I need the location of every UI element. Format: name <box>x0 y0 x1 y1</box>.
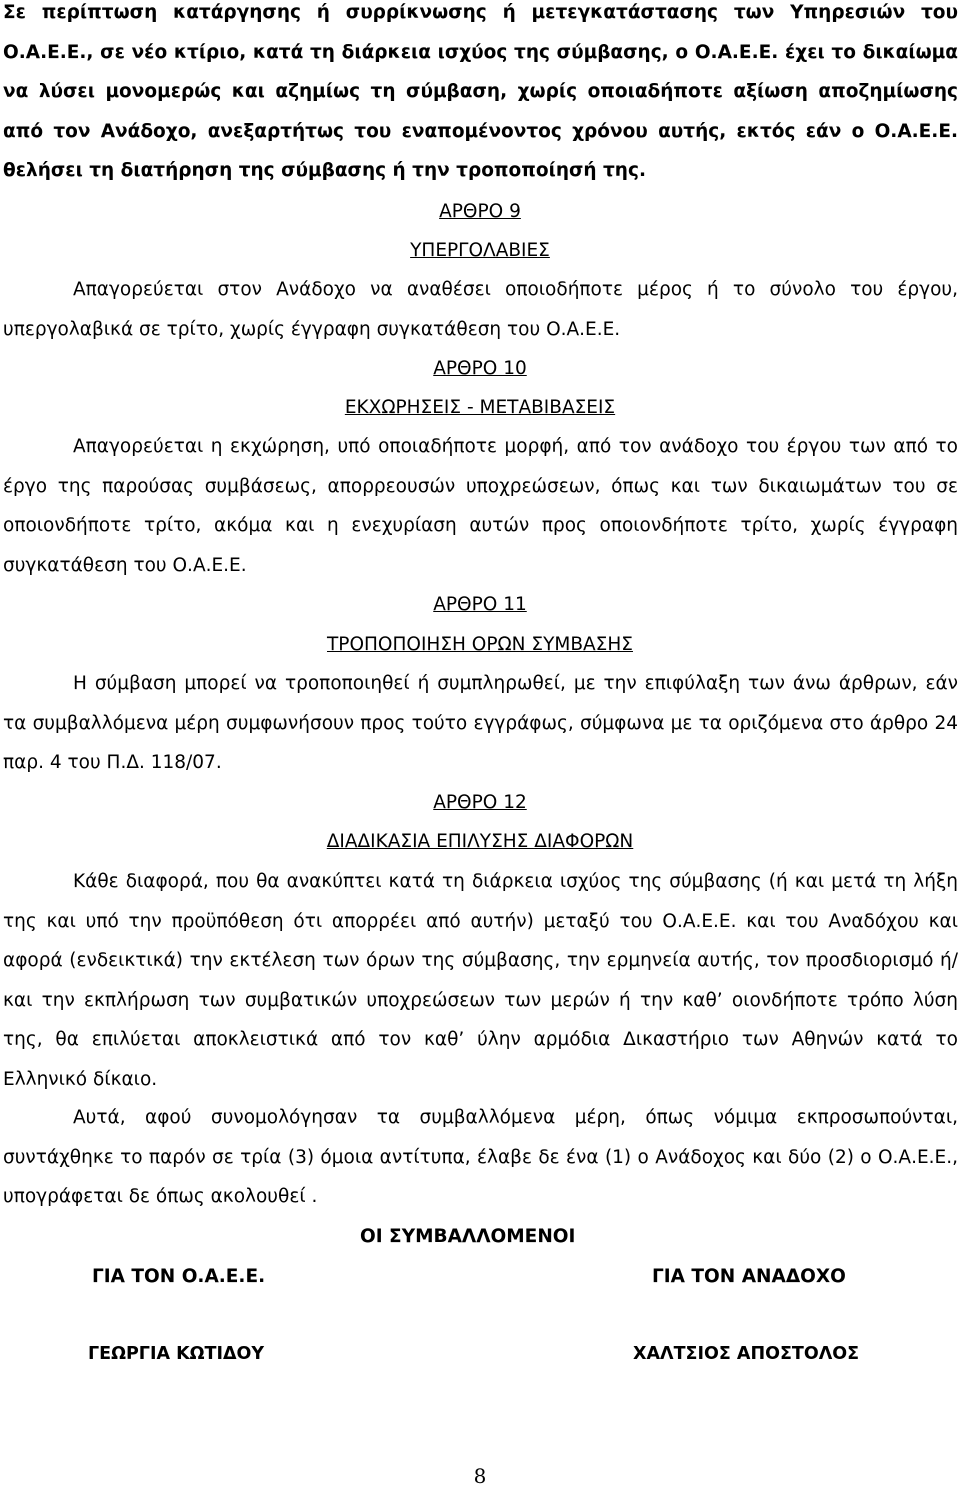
signature-right-name: ΧΑΛΤΣΙΟΣ ΑΠΟΣΤΟΛΟΣ <box>633 1344 860 1364</box>
article-10-title: ΑΡΘΡΟ 10 <box>433 358 527 379</box>
article-10-body: Απαγορεύεται η εκχώρηση, υπό οποιαδήποτε μορφή, από τον ανάδοχο του έργου των από το έργο της παρούσας συμβάσεως, απορρεουσών υποχρεώσεων, όπως και των δικαιωμάτων του σε οποιονδήποτε τρίτο, ακόμα και η ενεχυρίαση αυτών προς οποιονδήποτε τρίτο, χωρίς έγγραφη συγκατάθεση του Ο.Α.Ε.Ε. <box>3 436 958 576</box>
article-11-body: Η σύμβαση μπορεί να τροποποιηθεί ή συμπληρωθεί, με την επιφύλαξη των άνω άρθρων, εάν τα συμβαλλόμενα μέρη συμφωνήσουν προς τούτο εγγράφως, σύμφωνα με τα οριζόμενα στο άρθρο 24 παρ. 4 του Π.Δ. 118/07. <box>3 673 958 773</box>
signature-left-name: ΓΕΩΡΓΙΑ ΚΩΤΙΔΟΥ <box>88 1344 265 1364</box>
signatures-heading: ΟΙ ΣΥΜΒΑΛΛΟΜΕΝΟΙ <box>360 1226 576 1247</box>
signature-left-title: ΓΙΑ ΤΟΝ Ο.Α.Ε.Ε. <box>92 1266 266 1287</box>
article-11-subtitle: ΤΡΟΠΟΠΟΙΗΣΗ ΟΡΩΝ ΣΥΜΒΑΣΗΣ <box>327 634 633 655</box>
article-9-body: Απαγορεύεται στον Ανάδοχο να αναθέσει οποιοδήποτε μέρος ή το σύνολο του έργου, υπεργολαβικά σε τρίτο, χωρίς έγγραφη συγκατάθεση του Ο.Α.Ε.Ε. <box>3 279 958 340</box>
intro-paragraph: Σε περίπτωση κατάργησης ή συρρίκνωσης ή μετεγκατάστασης των Υπηρεσιών του Ο.Α.Ε.Ε., σε νέο κτίριο, κατά τη διάρκεια ισχύος της σύμβασης, ο Ο.Α.Ε.Ε. έχει το δικαίωμα να λύσει μονομερώς και αζημίως τη σύμβαση, χωρίς οποιαδήποτε αξίωση αποζημίωσης από τον Ανάδοχο, ανεξαρτήτως του εναπομένοντος χρόνου αυτής, εκτός εάν ο Ο.Α.Ε.Ε. θελήσει τη διατήρηση της σύμβασης ή την τροποποίησή της. <box>3 2 958 181</box>
closing-paragraph: Αυτά, αφού συνομολόγησαν τα συμβαλλόμενα μέρη, όπως νόμιμα εκπροσωπούνται, συντάχθηκε το παρόν σε τρία (3) όμοια αντίτυπα, έλαβε δε ένα (1) ο Ανάδοχος και δύο (2) ο Ο.Α.Ε.Ε., υπογράφεται δε όπως ακολουθεί . <box>3 1107 958 1207</box>
article-11-title: ΑΡΘΡΟ 11 <box>433 594 527 615</box>
page-number: 8 <box>473 1464 487 1488</box>
article-10-subtitle: ΕΚΧΩΡΗΣΕΙΣ - ΜΕΤΑΒΙΒΑΣΕΙΣ <box>344 397 616 418</box>
signature-right-title: ΓΙΑ ΤΟΝ ΑΝΑΔΟΧΟ <box>652 1266 846 1287</box>
article-12-subtitle: ΔΙΑΔΙΚΑΣΙΑ ΕΠΙΛΥΣΗΣ ΔΙΑΦΟΡΩΝ <box>326 831 634 852</box>
article-12-title: ΑΡΘΡΟ 12 <box>433 792 527 813</box>
article-9-subtitle: ΥΠΕΡΓΟΛΑΒΙΕΣ <box>410 240 550 261</box>
article-12-body: Κάθε διαφορά, που θα ανακύπτει κατά τη διάρκεια ισχύος της σύμβασης (ή και μετά τη λήξη της και υπό την προϋπόθεση ότι απορρέει από αυτήν) μεταξύ του Ο.Α.Ε.Ε. και του Αναδόχου και αφορά (ενδεικτικά) την εκτέλεση των όρων της σύμβασης, την ερμηνεία αυτής, τον προσδιορισμό ή/και την εκπλήρωση των συμβατικών υποχρεώσεων των μερών ή την καθ’ οιονδήποτε τρόπο λύση της, θα επιλύεται αποκλειστικά από τον καθ’ ύλην αρμόδια Δικαστήριο των Αθηνών κατά το Ελληνικό δίκαιο. <box>3 871 958 1090</box>
article-9-title: ΑΡΘΡΟ 9 <box>439 201 521 222</box>
